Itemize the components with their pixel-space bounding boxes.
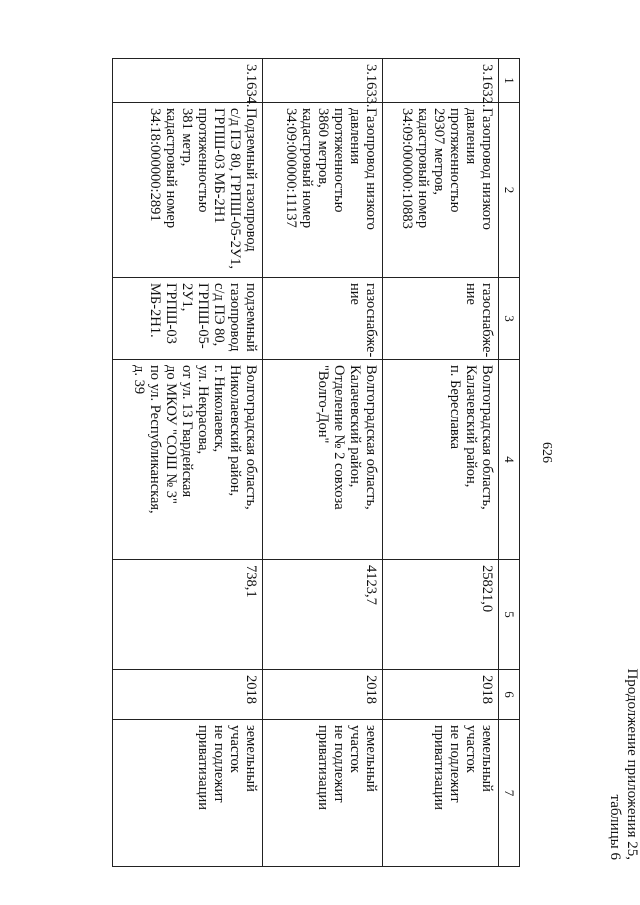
object-area: 738,1 [113,560,263,670]
object-year: 2018 [113,670,263,720]
object-name: Подземный газопровод с/д ПЭ 80, ГРПШ-05-2У1, ГРПШ-03 МБ-2Н1 протяженностью 381 метр, кадастровый номер 34:18:000000:2891 [113,103,263,278]
object-purpose: подземный газопровод с/д ПЭ 80, ГРПШ-05- 2У1, ГРПШ-03 МБ-2Н1. [113,278,263,360]
column-header: 5 [499,560,520,670]
table-row [113,59,263,867]
column-header: 3 [499,278,520,360]
object-address: Волгоградская область, Калачевский район, п. Береславка [383,360,499,560]
object-name: Газопровод низкого давления протяженностью 3860 метров, кадастровый номер 34:09:000000:11137 [263,103,383,278]
object-year: 2018 [383,670,499,720]
table-row [383,59,499,867]
column-header: 7 [499,720,520,867]
object-year: 2018 [263,670,383,720]
row-number: 3.1633. [263,59,383,103]
object-name: Газопровод низкого давления протяженностью 29307 метров, кадастровый номер 34:09:000000:10883 [383,103,499,278]
object-note: земельный участок не подлежит приватизации [113,720,263,867]
column-header: 6 [499,670,520,720]
row-number: 3.1634. [113,59,263,103]
object-address: Волгоградская область, Калачевский район, Отделение № 2 совхоза "Волго-Дон" [263,360,383,560]
row-number: 3.1632. [383,59,499,103]
object-area: 25821,0 [383,560,499,670]
appendix-continuation-header [606,668,640,860]
property-register-table [112,58,520,867]
page-number: 626 [539,442,554,463]
object-note: земельный участок не подлежит приватизации [263,720,383,867]
object-note: земельный участок не подлежит приватизации [383,720,499,867]
appendix-header-line-1: Продолжение приложения 25, [624,668,640,860]
object-purpose: газоснабже- ние [263,278,383,360]
appendix-header-line-2: таблицы 6 [607,794,623,860]
column-header: 4 [499,360,520,560]
column-header: 2 [499,103,520,278]
object-purpose: газоснабже- ние [383,278,499,360]
object-address: Волгоградская область, Николаевский район, г. Николаевск, ул. Некрасова, от ул. 13 Гвардейская до МКОУ "СОШ № 3" по ул. Республиканская, д. 39 [113,360,263,560]
object-area: 4123,7 [263,560,383,670]
table-row [263,59,383,867]
column-header: 1 [499,59,520,103]
column-number-row [499,59,520,867]
